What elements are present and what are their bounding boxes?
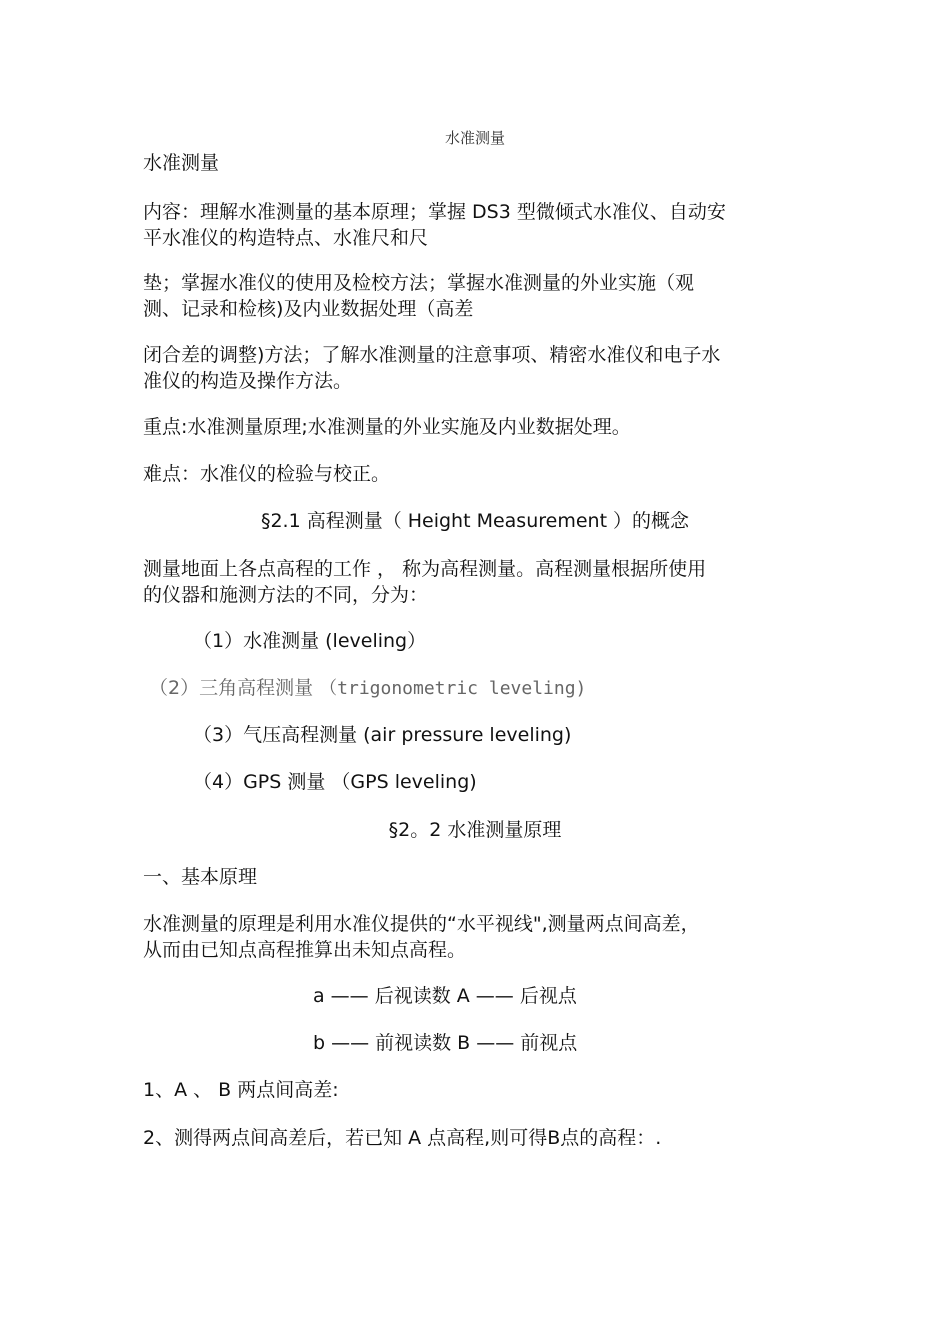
section-2-2-heading: §2。2 水准测量原理 xyxy=(388,819,562,841)
subsection-basic-principle: 一、基本原理 xyxy=(143,866,258,888)
content-line-6: 准仪的构造及操作方法。 xyxy=(143,370,353,392)
method-leveling: （1）水准测量 (leveling） xyxy=(193,630,427,652)
content-line-4: 测、记录和检核)及内业数据处理（高差 xyxy=(143,298,474,320)
method-air-pressure: （3）气压高程测量 (air pressure leveling) xyxy=(193,724,572,746)
section-2-1-heading: §2.1 高程测量（ Height Measurement ）的概念 xyxy=(260,510,690,532)
document-title: 水准测量 xyxy=(143,152,220,174)
item-2: 2、测得两点间高差后，若已知 A 点高程,则可得B点的高程：. xyxy=(143,1127,662,1149)
page-header: 水准测量 xyxy=(444,129,505,147)
difficulty: 难点：水准仪的检验与校正。 xyxy=(143,463,391,485)
content-line-5: 闭合差的调整)方法；了解水准测量的注意事项、精密水准仪和电子水 xyxy=(143,344,721,366)
content-line-2: 平水准仪的构造特点、水准尺和尺 xyxy=(143,227,429,249)
key-points: 重点:水准测量原理;水准测量的外业实施及内业数据处理。 xyxy=(143,416,631,438)
method-trigonometric-cn: （2）三角高程测量 xyxy=(149,677,320,699)
method-gps: （4）GPS 测量 （GPS leveling) xyxy=(193,771,477,793)
principle-line-2: 从而由已知点高程推算出未知点高程。 xyxy=(143,939,467,961)
method-trigonometric-en: （trigonometric leveling) xyxy=(319,678,587,699)
content-line-1: 内容：理解水准测量的基本原理；掌握 DS3 型微倾式水准仪、自动安 xyxy=(143,201,726,223)
reading-b: b —— 前视读数 B —— 前视点 xyxy=(313,1032,578,1054)
principle-line-1: 水准测量的原理是利用水准仪提供的“水平视线",测量两点间高差， xyxy=(143,913,700,935)
intro-line-1: 测量地面上各点高程的工作 ， 称为高程测量。高程测量根据所使用 xyxy=(143,558,707,580)
method-trigonometric xyxy=(149,675,814,702)
item-1: 1、A 、 B 两点间高差: xyxy=(143,1079,339,1101)
content-line-3: 垫；掌握水准仪的使用及检校方法；掌握水准测量的外业实施（观 xyxy=(143,272,695,294)
intro-line-2: 的仪器和施测方法的不同，分为： xyxy=(143,584,429,606)
reading-a: a —— 后视读数 A —— 后视点 xyxy=(313,985,577,1007)
